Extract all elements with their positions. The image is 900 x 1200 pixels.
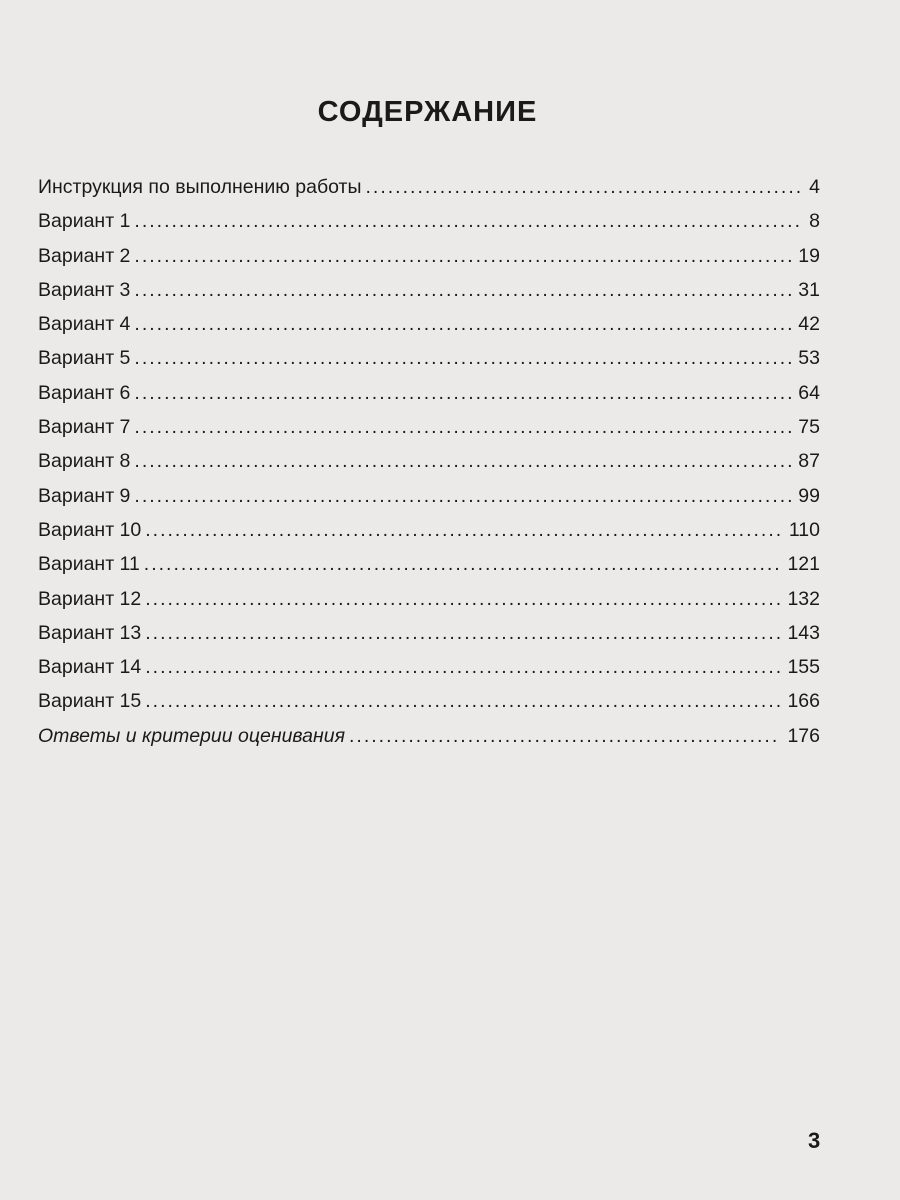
toc-entry-label: Вариант 15: [38, 690, 142, 713]
toc-entry-label: Вариант 1: [38, 210, 131, 233]
toc-entry-label: Вариант 8: [38, 450, 131, 473]
toc-entry: [38, 519, 820, 553]
toc-entry: [38, 245, 820, 279]
dot-leader: [366, 176, 804, 199]
toc-entry: [38, 416, 820, 450]
toc-entry-page: 121: [787, 553, 820, 576]
toc-entry-page: 155: [787, 656, 820, 679]
toc-entry-label: Вариант 4: [38, 313, 131, 336]
table-of-contents: [38, 176, 820, 759]
toc-entry-page: 53: [798, 347, 820, 370]
toc-entry-label: Вариант 5: [38, 347, 131, 370]
toc-entry-page: 31: [798, 278, 820, 301]
dot-leader: [134, 485, 792, 508]
toc-entry: [38, 347, 820, 381]
dot-leader: [145, 622, 781, 645]
toc-entry-label: Вариант 6: [38, 381, 131, 404]
toc-entry-label: Ответы и критерии оценивания: [38, 724, 346, 747]
toc-entry-label: Вариант 14: [38, 656, 142, 679]
dot-leader: [134, 382, 792, 405]
toc-entry-page: 143: [787, 621, 820, 644]
page-number: 3: [808, 1128, 821, 1153]
toc-entry-label: Вариант 9: [38, 484, 131, 507]
toc-entry-label: Вариант 12: [38, 587, 142, 610]
dot-leader: [144, 553, 782, 576]
dot-leader: [134, 245, 792, 268]
toc-entry: [38, 485, 820, 519]
toc-entry-page: 64: [798, 381, 820, 404]
toc-entry: [38, 656, 820, 690]
toc-entry-page: 75: [798, 416, 820, 439]
toc-entry-page: 87: [798, 450, 820, 473]
dot-leader: [145, 690, 781, 713]
toc-entry-label: Вариант 7: [38, 416, 131, 439]
toc-entry: [38, 279, 820, 313]
toc-entry-label: Вариант 10: [38, 518, 142, 541]
toc-entry-page: 8: [809, 210, 820, 233]
toc-entry: [38, 690, 820, 724]
toc-entry-label: Вариант 11: [38, 553, 140, 576]
toc-entry-page: 42: [798, 313, 820, 336]
dot-leader: [145, 519, 783, 542]
toc-entry-page: 110: [788, 518, 820, 541]
toc-entry: [38, 725, 820, 759]
page-title: СОДЕРЖАНИЕ: [317, 96, 538, 128]
toc-entry: [38, 588, 820, 622]
toc-entry: [38, 176, 820, 210]
dot-leader: [349, 725, 781, 748]
toc-entry-label: Вариант 3: [38, 278, 131, 301]
dot-leader: [134, 450, 792, 473]
toc-entry-page: 132: [787, 587, 820, 610]
toc-entry-label: Вариант 2: [38, 244, 131, 267]
toc-entry: [38, 450, 820, 484]
toc-entry-label: Инструкция по выполнению работы: [38, 176, 362, 198]
toc-entry-label: Вариант 13: [38, 621, 142, 644]
dot-leader: [134, 313, 792, 336]
toc-entry: [38, 313, 820, 347]
toc-entry-page: 4: [809, 176, 820, 198]
dot-leader: [134, 279, 792, 302]
dot-leader: [134, 347, 792, 370]
toc-entry: [38, 210, 820, 244]
toc-entry: [38, 553, 820, 587]
dot-leader: [145, 588, 781, 611]
toc-entry-page: 166: [787, 690, 820, 713]
toc-entry-page: 176: [787, 724, 820, 747]
toc-entry: [38, 382, 820, 416]
toc-entry-page: 19: [798, 244, 820, 267]
dot-leader: [145, 656, 781, 679]
dot-leader: [134, 210, 803, 233]
dot-leader: [134, 416, 792, 439]
toc-entry-page: 99: [798, 484, 820, 507]
toc-entry: [38, 622, 820, 656]
